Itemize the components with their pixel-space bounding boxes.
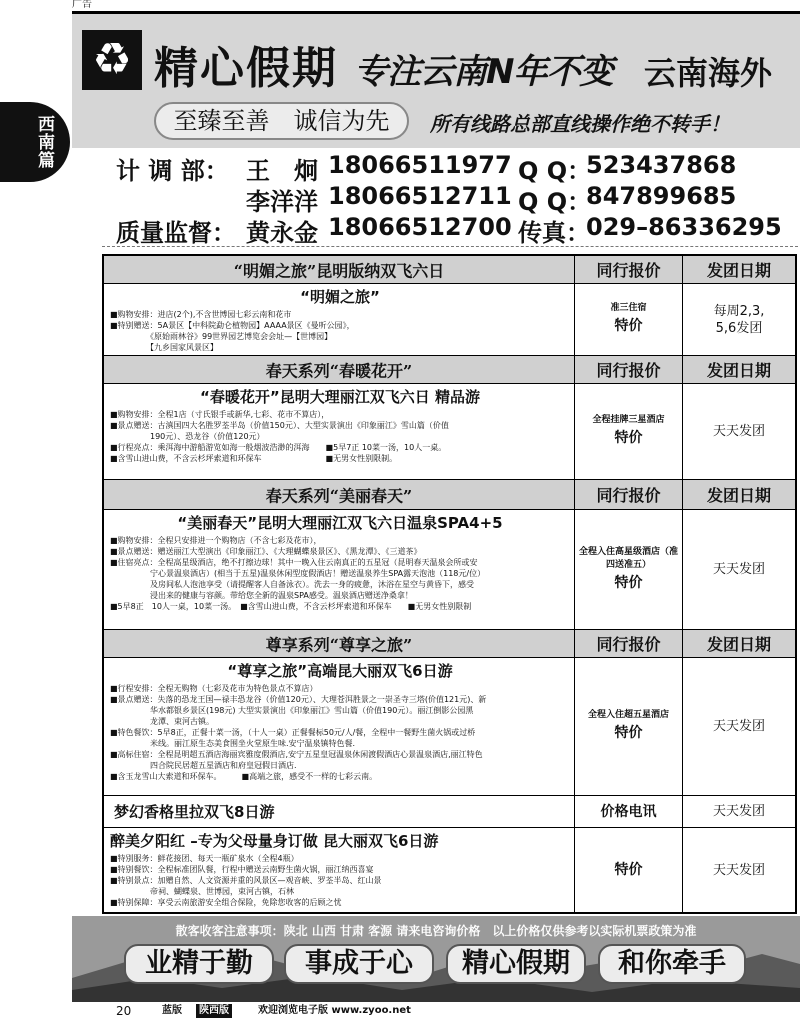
site-link[interactable]: 欢迎浏览电子版 www.zyoo.net <box>258 1005 411 1016</box>
motto-pill: 至臻至善 诚信为先 <box>154 102 409 140</box>
date-cell: 天天发团 <box>682 796 795 827</box>
footer-slogan-4: 和你牵手 <box>598 944 746 984</box>
date-cell: 天天发团 <box>682 658 795 795</box>
tour-section-header: 尊享系列“尊享之旅” 同行报价 发团日期 <box>104 630 795 658</box>
tour-title: “美丽春天”昆明大理丽江双飞六日温泉SPA4+5 <box>177 514 503 532</box>
date-cell: 每周2,3, 5,6发团 <box>682 284 795 355</box>
date-cell: 天天发团 <box>682 510 795 629</box>
phone-number[interactable]: 18066511977 <box>328 151 512 179</box>
tour-title: 梦幻香格里拉双飞8日游 <box>114 803 275 821</box>
tour-title: “春暖花开”昆明大理丽江双飞六日 精品游 <box>200 388 480 406</box>
tagline: 所有线路总部直线操作绝不转手！ <box>430 112 730 136</box>
phone-number[interactable]: 18066512711 <box>328 182 512 210</box>
tour-row: 醉美夕阳红 –专为父母量身订做 昆大丽双飞6日游 ■特別服务：鲜花接团、每天一瓶矿泉水（全程4瓶） ■特别餐饮：全程标准团队餐，行程中赠送云南野生菌火锅，丽江纳西喜宴 ■特别景点：加赠自然、人文资源并重的风景区—观音峡、罗荃半岛、红山景 帝祠、蝴蝶泉、世博园，束河古镇，石林 ■特别保障：享受云南旅游安全组合保险，免除您收客的后顾之忧 特价 天天发团 <box>104 828 795 912</box>
slogan-calligraphy: 专注云南N年不变 <box>354 52 613 92</box>
tour-row: “美丽春天”昆明大理丽江双飞六日温泉SPA4+5 ■购物安排：全程只安排进一个购物店（不含七彩及花市）， ■景点赠送：赠送丽江大型演出《印象丽江》、《大理蝴蝶泉景区》、《黑龙潭》、《三道茶》 ■住宿亮点：全程高星级酒店，绝不打擦边球！其中一晚入住云南真正的五星冠（昆明春天温泉会所或安 宁心景温泉酒店）(相当于五星)温泉休闲型度假酒店！赠送温泉养生SPA露天泡池（118元/位） 及房间私人泡池享受（请提醒客人自备泳衣）。洗去一身的疲惫，沐浴在星空与黄昏下，感受 浸出来的健康与容颜。带给您全新的温泉SPA感受。温泉酒店赠送净桑拿！ ■5早8正 10人一桌，10菜一汤。 ■含雪山进山费，不含云杉坪索道和环保车 ■无男女性别限制 全程入住高星级酒店（准四送准五） 特价 天天发团 <box>104 510 795 630</box>
price-cell: 全程入住高星级酒店（准四送准五） 特价 <box>574 510 682 629</box>
price-cell: 全程入住超五星酒店 特价 <box>574 658 682 795</box>
tour-row: “明媚之旅” ■购物安排：进店(2个),不含世博园七彩云南和花市 ■特别赠送：5A景区【中科院勐仑植物园】AAAA景区《曼听公园》， 《原始雨林谷》99世界园艺博览会会址—【世博园】 【九乡国家风景区】 准三住宿 特价 每周2,3, 5,6发团 <box>104 284 795 356</box>
footer-slogan-3: 精心假期 <box>446 944 586 984</box>
tour-title: 醉美夕阳红 –专为父母量身订做 昆大丽双飞6日游 <box>110 832 439 850</box>
footer-slogan-2: 事成于心 <box>284 944 434 984</box>
price-cell: 价格电讯 <box>574 796 682 827</box>
section-tab: 西南篇 <box>0 102 70 182</box>
region-label: 云南海外 <box>644 54 773 92</box>
tour-row <box>104 796 795 828</box>
tour-row: “尊享之旅”高端昆大丽双飞6日游 ■行程安排：全程无购物（七彩及花市为特色景点不算店） ■景点赠送：失落的恐龙王国—禄丰恐龙谷（价值120元）、大理苍洱胜景之一崇圣寺三塔(价值121元)、新 华水都银乡景区(198元) 大型实景演出《印象丽江》雪山篇（价值190元）。丽江倒影公园黑 龙潭、束河古镇。 ■特色餐饮：5早8正，正餐十菜一汤，（十人一桌）正餐餐标50元/人/餐，全程中一餐野生菌火锅或过桥 米线。丽江原生态美食围坐火堂原生味.安宁温泉镇特色餐. ■高标住宿：全程昆明超五酒店海丽宾雅度假酒店,安宁五星皇冠温泉休闲渡假酒店心景温泉酒店,丽江特色 四合院民居超五星酒店和府皇冠假日酒店. ■含玉龙雪山大索道和环保车。 ■高端之旅，感受不一样的七彩云南。 全程入住超五星酒店 特价 天天发团 <box>104 658 795 796</box>
phone-number[interactable]: 18066512700 <box>328 213 512 241</box>
tour-table <box>102 254 797 914</box>
edition-badge: 陕西版 <box>196 1004 232 1018</box>
price-cell: 特价 <box>574 828 682 912</box>
contact-row: 李洋洋 18066512711 Q Q： 847899685 <box>246 182 737 216</box>
tour-section-header: 春天系列“美丽春天” 同行报价 发团日期 <box>104 480 795 510</box>
brand-title: 精心假期 <box>154 43 338 94</box>
footer-slogan-1: 业精于勤 <box>124 944 274 984</box>
page-footer: 20 蓝版 陕西版 欢迎浏览电子版 www.zyoo.net <box>116 1004 411 1018</box>
header-banner <box>72 11 800 148</box>
price-cell: 准三住宿 特价 <box>574 284 682 355</box>
date-cell: 天天发团 <box>682 828 795 912</box>
tour-section-header: 春天系列“春暖花开” 同行报价 发团日期 <box>104 356 795 384</box>
contact-row: 计 调 部： 王 炯 18066511977 Q Q： 523437868 <box>116 151 737 185</box>
page-number: 20 <box>116 1004 132 1018</box>
divider <box>102 246 798 247</box>
tour-row: “春暖花开”昆明大理丽江双飞六日 精品游 ■购物安排：全程1店（寸氏银手或新华,七彩、花市不算店）， ■景点赠送：古滇国四大名胜罗荃半岛（价值150元）、大型实景演出《印象丽江》雪山篇（价值 190元）、恐龙谷（价值120元） ■行程亮点：乘洱海中游船游览如海一般烟波浩渺的洱海 ■5早7正 10菜一汤，10人一桌。 ■含雪山进山费，不含云杉坪索道和环保车 ■无男女性别限制。 全程挂牌三星酒店 特价 天天发团 <box>104 384 795 480</box>
price-cell: 全程挂牌三星酒店 特价 <box>574 384 682 479</box>
footer-banner <box>72 916 800 1002</box>
notice-text: 散客收客注意事项：陕北 山西 甘肃 客源 请来电咨询价格 以上价格仅供参考以实际机票政策为准 <box>175 924 697 938</box>
date-cell: 天天发团 <box>682 384 795 479</box>
contact-row: 质量监督： 黄永金 18066512700 传真： 029–86336295 <box>116 213 782 247</box>
ad-tag: 广告 <box>72 0 92 10</box>
tour-title: “明媚之旅” <box>300 288 380 306</box>
tour-section-header: “明媚之旅”昆明版纳双飞六日 同行报价 发团日期 <box>104 256 795 284</box>
recycle-logo-icon: ♻ <box>82 30 142 90</box>
tour-title: “尊享之旅”高端昆大丽双飞6日游 <box>227 662 453 680</box>
